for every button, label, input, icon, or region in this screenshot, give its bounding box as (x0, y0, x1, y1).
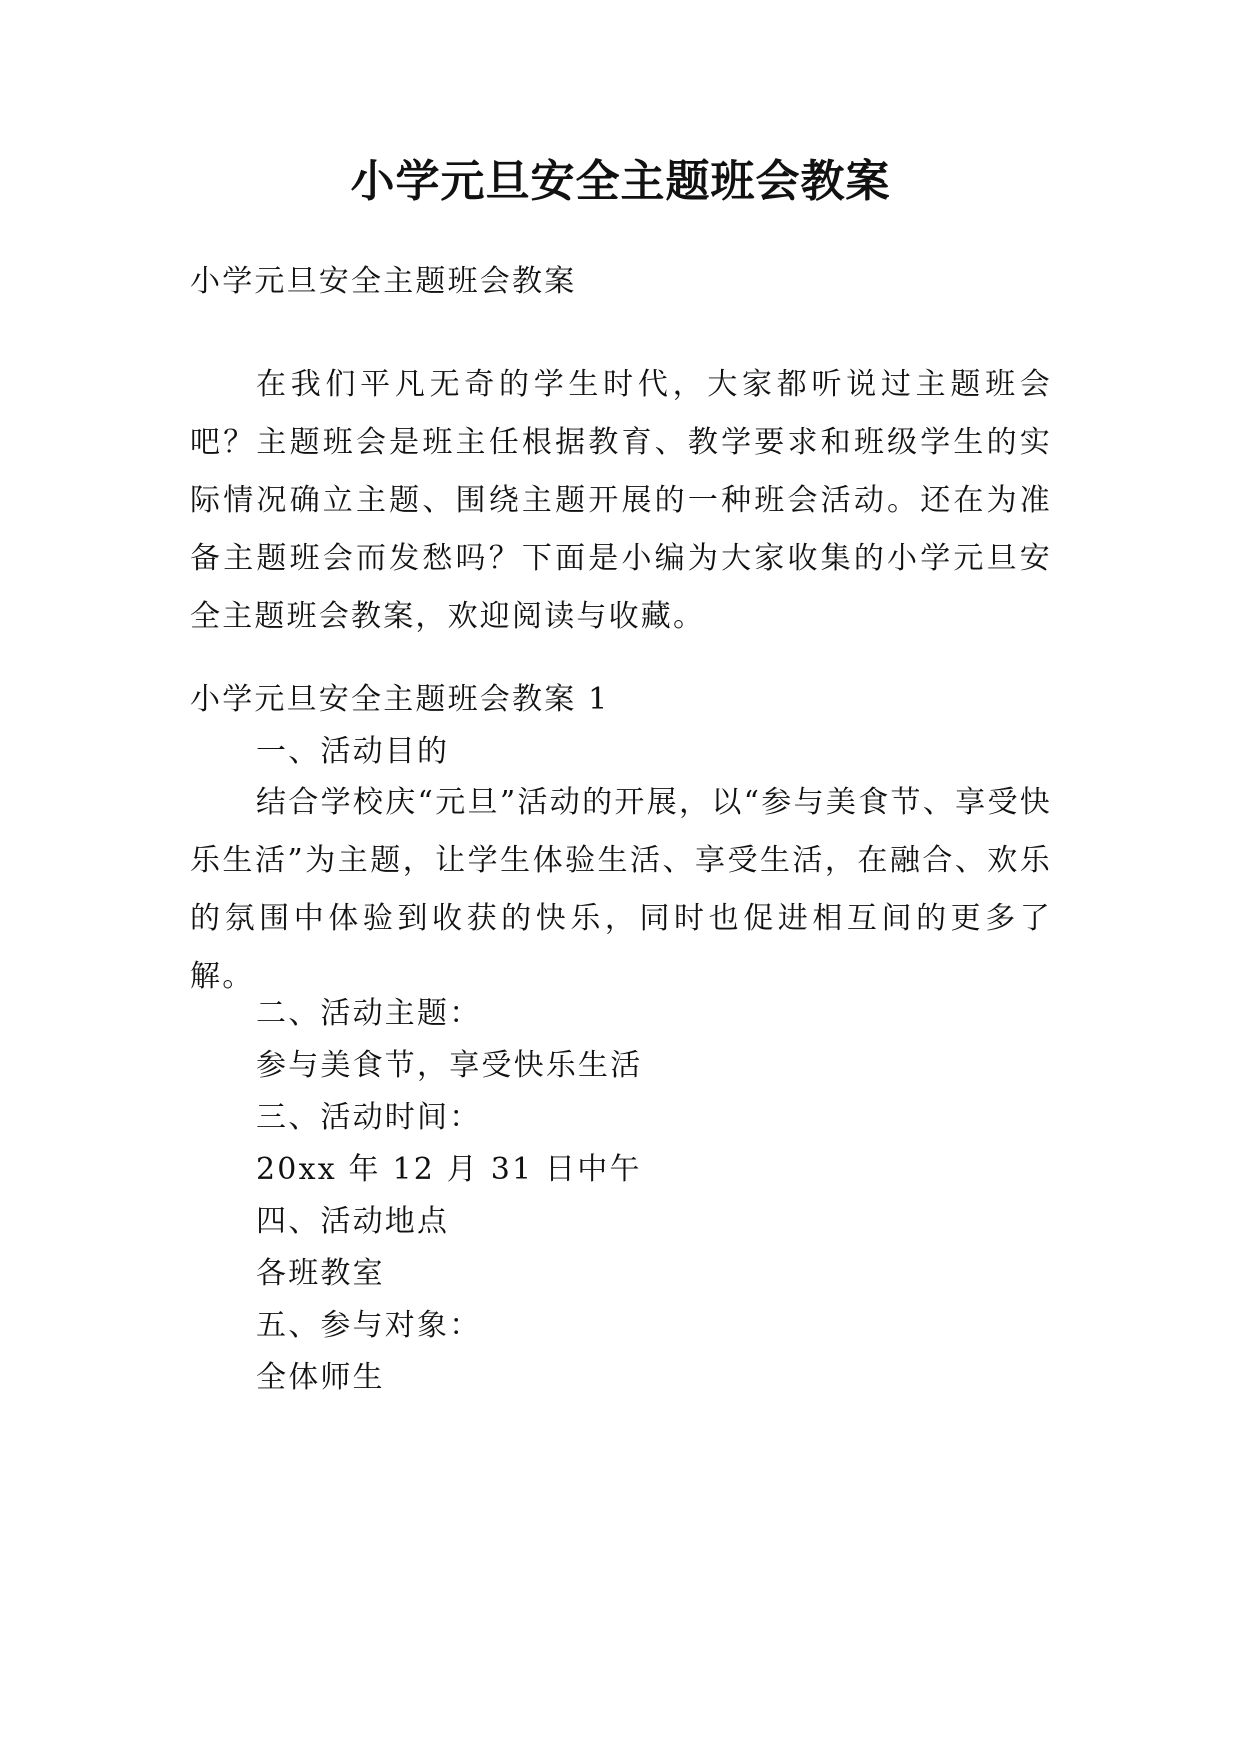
item-heading-purpose: 一、活动目的 (256, 734, 450, 769)
item-body-purpose: 结合学校庆“元旦”活动的开展，以“参与美食节、享受快乐生活”为主题，让学生体验生活、享受生活，在融合、欢乐的氛围中体验到收获的快乐，同时也促进相互间的更多了解。 (190, 785, 1052, 994)
item-heading-theme: 二、活动主题： (256, 996, 482, 1031)
item-body-theme: 参与美食节，享受快乐生活 (256, 1048, 643, 1083)
item-heading-participants: 五、参与对象： (256, 1308, 482, 1343)
intro-paragraph: 在我们平凡无奇的学生时代，大家都听说过主题班会吧？主题班会是班主任根据教育、教学要求和班级学生的实际情况确立主题、围绕主题开展的一种班会活动。还在为准备主题班会而发愁吗？下面是小编为大家收集的小学元旦安全主题班会教案，欢迎阅读与收藏。 (190, 367, 1052, 634)
section-heading-1: 小学元旦安全主题班会教案 1 (190, 682, 610, 717)
document-subtitle: 小学元旦安全主题班会教案 (190, 264, 577, 299)
item-heading-location: 四、活动地点 (256, 1204, 450, 1239)
item-body-time: 20xx 年 12 月 31 日中午 (256, 1152, 642, 1187)
item-heading-time: 三、活动时间： (256, 1100, 482, 1135)
item-body-location: 各班教室 (256, 1256, 385, 1291)
document-title: 小学元旦安全主题班会教案 (350, 156, 891, 207)
item-body-participants: 全体师生 (256, 1360, 385, 1395)
